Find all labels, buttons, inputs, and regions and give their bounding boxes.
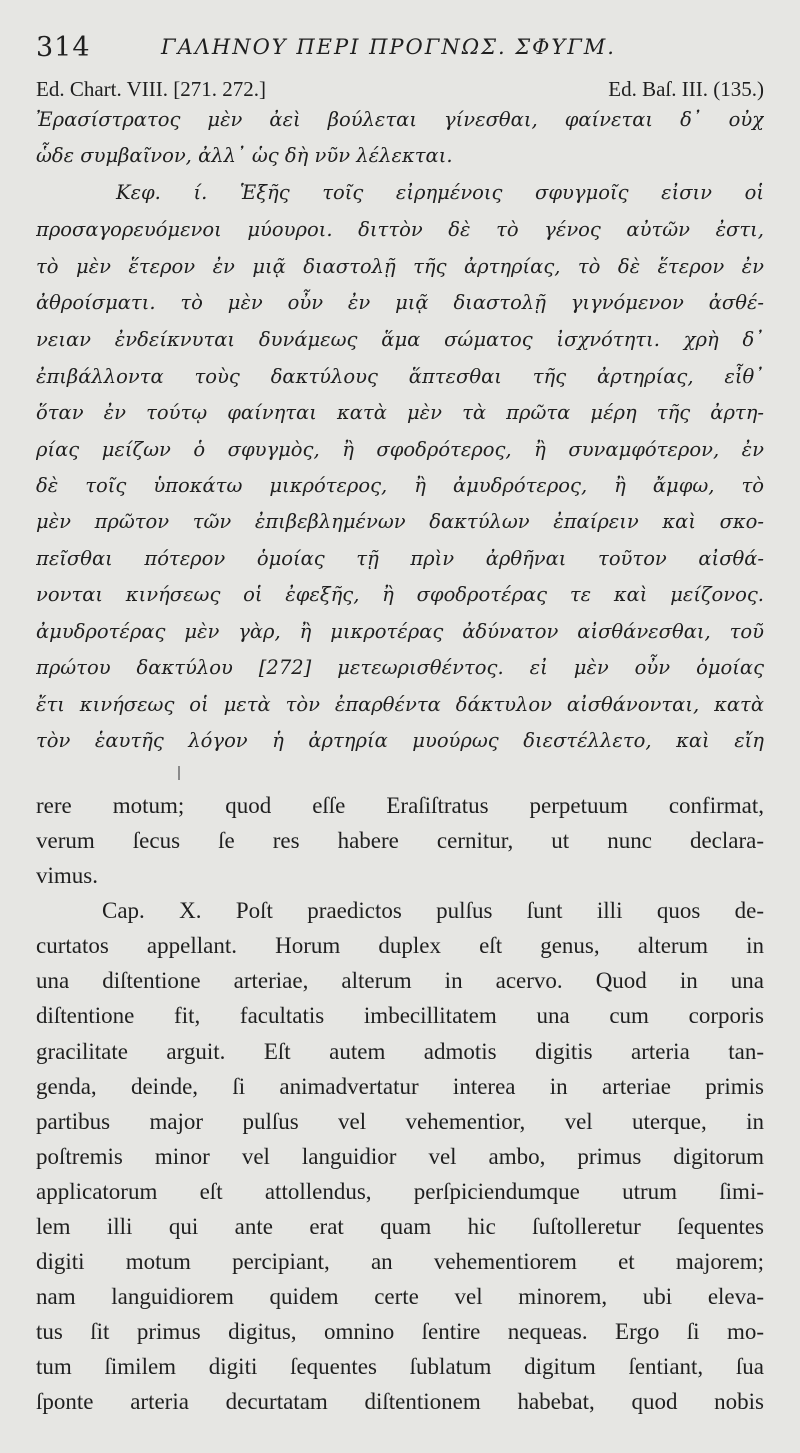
- latin-line: diſtentione fit, facultatis imbecillitatem una cum corporis: [36, 1003, 764, 1028]
- printer-mark: [178, 766, 180, 780]
- greek-line: ρίας μείζων ὁ σφυγμὸς, ἢ σφοδρότερος, ἢ συναμφότερον, ἐν: [36, 438, 764, 461]
- edition-reference-line: [36, 77, 764, 103]
- greek-line: τὸν ἑαυτῆς λόγον ἡ ἀρτηρία μυούρως διεστέλλετο, καὶ εἴη: [36, 729, 764, 752]
- greek-line: τὸ μὲν ἕτερον ἐν μιᾷ διαστολῇ τῆς ἀρτηρίας, τὸ δὲ ἕτερον ἐν: [36, 255, 764, 278]
- latin-line: partibus major pulſus vel vehementior, vel uterque, in: [36, 1109, 764, 1134]
- greek-line: ἀμυδροτέρας μὲν γὰρ, ἢ μικροτέρας ἀδύνατον αἰσθάνεσθαι, τοῦ: [36, 620, 764, 643]
- latin-line: vimus.: [36, 863, 98, 888]
- latin-line: gracilitate arguit. Eſt autem admotis digitis arteria tan-: [36, 1039, 764, 1064]
- greek-line: ἐπιβάλλοντα τοὺς δακτύλους ἅπτεσθαι τῆς ἀρτηρίας, εἶθ᾽: [36, 365, 764, 388]
- greek-chapter-heading-line: Κεφ. ί. Ἑξῆς τοῖς εἰρημένοις σφυγμοῖς εἰσιν οἱ: [116, 181, 764, 204]
- latin-chapter-heading-line: Cap. X. Poſt praedictos pulſus ſunt illi quos de-: [102, 898, 764, 923]
- greek-line: ὧδε συμβαῖνον, ἀλλ᾽ ὡς δὴ νῦν λέλεκται.: [36, 144, 453, 167]
- latin-line: ſponte arteria decurtatam diſtentionem habebat, quod nobis: [36, 1389, 764, 1414]
- greek-line: νονται κινήσεως οἱ ἐφεξῆς, ἢ σφοδροτέρας τε καὶ μείζονος.: [36, 583, 764, 606]
- edition-basel: Ed. Baſ. III. (135.): [608, 77, 764, 101]
- latin-line: una diſtentione arteriae, alterum in acervo. Quod in una: [36, 968, 764, 993]
- greek-line: νειαν ἐνδείκνυται δυνάμεως ἅμα σώματος ἰσχνότητι. χρὴ δ᾽: [36, 328, 764, 351]
- latin-line: poſtremis minor vel languidior vel ambo, primus digitorum: [36, 1144, 764, 1169]
- latin-line: tus ſit primus digitus, omnino ſentire nequeas. Ergo ſi mo-: [36, 1319, 764, 1344]
- page-number: 314: [36, 32, 91, 63]
- greek-line: Ἐρασίστρατος μὲν ἀεὶ βούλεται γίνεσθαι, φαίνεται δ᾽ οὐχ: [36, 108, 764, 131]
- latin-line: curtatos appellant. Horum duplex eſt genus, alterum in: [36, 933, 764, 958]
- greek-line: πρώτου δακτύλου [272] μετεωρισθέντος. εἰ μὲν οὖν ὁμοίας: [36, 656, 764, 679]
- greek-line: δὲ τοῖς ὑποκάτω μικρότερος, ἢ ἀμυδρότερος, ἢ ἄμφω, τὸ: [36, 474, 764, 497]
- greek-line: προσαγορευόμενοι μύουροι. διττὸν δὲ τὸ γένος αὐτῶν ἐστι,: [36, 218, 764, 241]
- page-header: [36, 32, 764, 62]
- greek-line: πεῖσθαι πότερον ὁμοίας τῇ πρὶν ἀρθῆναι τοῦτον αἰσθά-: [36, 547, 764, 570]
- running-title: ΓΑΛΗΝΟΥ ΠΕΡΙ ΠΡΟΓΝΩΣ. ΣΦΥΓΜ.: [161, 35, 616, 59]
- latin-line: tum ſimilem digiti ſequentes ſublatum digitum ſentiant, ſua: [36, 1354, 764, 1379]
- latin-line: rere motum; quod eſſe Eraſiſtratus perpetuum confirmat,: [36, 793, 764, 818]
- latin-line: nam languidiorem quidem certe vel minorem, ubi eleva-: [36, 1284, 764, 1309]
- greek-line: μὲν πρῶτον τῶν ἐπιβεβλημένων δακτύλων ἐπαίρειν καὶ σκο-: [36, 510, 764, 533]
- greek-line: ἔτι κινήσεως οἱ μετὰ τὸν ἐπαρθέντα δάκτυλον αἰσθάνονται, κατὰ: [36, 693, 764, 716]
- greek-line: ὅταν ἐν τούτῳ φαίνηται κατὰ μὲν τὰ πρῶτα μέρη τῆς ἀρτη-: [36, 401, 764, 424]
- latin-line: digiti motum percipiant, an vehementiorem et majorem;: [36, 1249, 764, 1274]
- latin-line: verum ſecus ſe res habere cernitur, ut nunc declara-: [36, 828, 764, 853]
- latin-line: lem illi qui ante erat quam hic ſuſtolleretur ſequentes: [36, 1214, 764, 1239]
- latin-line: applicatorum eſt attollendus, perſpiciendumque utrum ſimi-: [36, 1179, 764, 1204]
- greek-line: ἀθροίσματι. τὸ μὲν οὖν ἐν μιᾷ διαστολῇ γιγνόμενον ἀσθέ-: [36, 291, 764, 314]
- edition-chartier: Ed. Chart. VIII. [271. 272.]: [36, 77, 266, 101]
- latin-line: genda, deinde, ſi animadvertatur interea in arteriae primis: [36, 1074, 764, 1099]
